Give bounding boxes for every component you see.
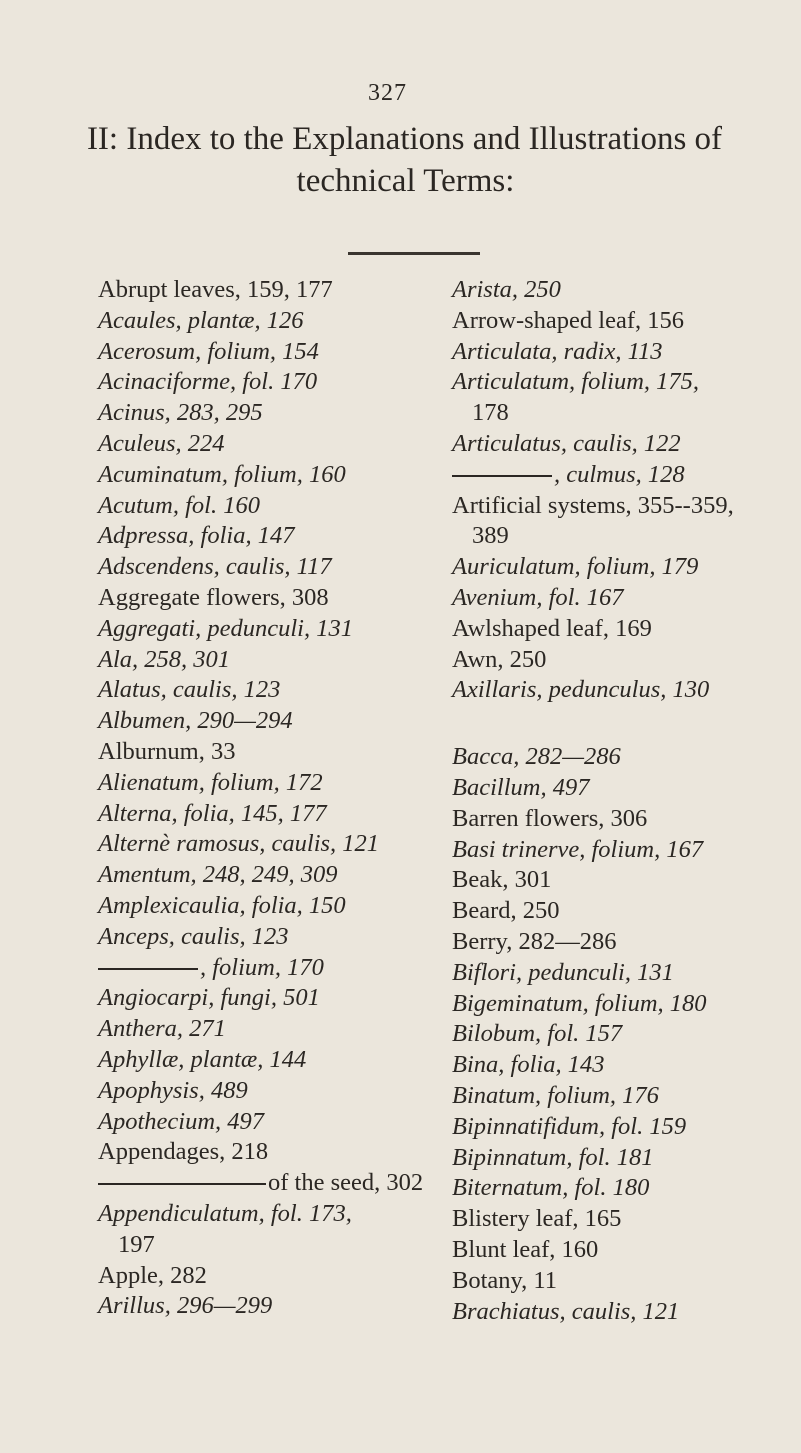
index-entry: Adscendens, caulis, 117 (98, 553, 332, 581)
index-entry-continuation (98, 953, 398, 984)
index-entry: Apple, 282 (98, 1261, 207, 1289)
index-entry: Aggregate flowers, 308 (98, 583, 329, 611)
index-entry: Amentum, 248, 249, 309 (98, 861, 338, 889)
index-entry: Biflori, pedunculi, 131 (452, 958, 674, 986)
index-column-left (98, 275, 424, 1322)
index-entry: Acaules, plantæ, 126 (98, 306, 304, 334)
index-entry-text: of the seed, 302 (268, 1169, 424, 1197)
index-entry: Brachiatus, caulis, 121 (452, 1297, 680, 1325)
index-entry: Articulatus, caulis, 122 (452, 429, 681, 457)
index-entry: Bacillum, 497 (452, 773, 590, 801)
index-entry: Angiocarpi, fungi, 501 (98, 984, 320, 1012)
index-entry: Arista, 250 (452, 276, 561, 303)
index-entry: Albumen, 290—294 (98, 707, 293, 735)
index-entry: Arrow-shaped leaf, 156 (452, 306, 684, 334)
section-gap (452, 706, 792, 742)
index-entry: Arillus, 296—299 (98, 1292, 273, 1320)
index-entry: Adpressa, folia, 147 (98, 522, 295, 550)
index-entry: Artificial systems, 355--359, (452, 491, 734, 519)
index-entry-page-continuation: 178 (472, 399, 509, 427)
index-entry: Axillaris, pedunculus, 130 (452, 676, 710, 704)
index-entry-page-continuation: 389 (472, 522, 509, 550)
ditto-dash (98, 968, 198, 970)
index-entry: Alburnum, 33 (98, 737, 236, 765)
index-entry-text: , folium, 170 (200, 953, 324, 981)
index-entry: Alterna, folia, 145, 177 (98, 799, 327, 827)
index-entry: Biternatum, fol. 180 (452, 1174, 650, 1202)
page-title-line-2: technical Terms: (296, 163, 515, 199)
index-entry: Aphyllæ, plantæ, 144 (98, 1045, 307, 1073)
index-entry: Anceps, caulis, 123 (98, 922, 289, 950)
index-entry: Acinus, 283, 295 (98, 399, 263, 427)
index-entry: Binatum, folium, 176 (452, 1081, 659, 1109)
index-entry: Blistery leaf, 165 (452, 1205, 622, 1233)
index-entry: Aculeus, 224 (98, 429, 225, 457)
index-entry: Apothecium, 497 (98, 1107, 265, 1135)
index-entry-text: , culmus, 128 (554, 460, 685, 488)
index-entry: Bipinnatum, fol. 181 (452, 1143, 654, 1171)
index-entry: Berry, 282—286 (452, 927, 617, 955)
index-entry: Apophysis, 489 (98, 1076, 248, 1104)
index-entry: Awn, 250 (452, 645, 547, 673)
index-entry: Anthera, 271 (98, 1015, 226, 1043)
ditto-dash (98, 1183, 266, 1185)
title-divider (348, 252, 480, 255)
index-entry: Appendiculatum, fol. 173, (98, 1199, 352, 1227)
index-entry-continuation (452, 460, 792, 491)
ditto-dash (452, 475, 552, 477)
index-entry: Auriculatum, folium, 179 (452, 553, 699, 581)
index-entry: Botany, 11 (452, 1266, 558, 1294)
index-entry: Bigeminatum, folium, 180 (452, 989, 707, 1017)
index-entry: Acutum, fol. 160 (98, 491, 260, 519)
index-entry: Barren flowers, 306 (452, 804, 648, 832)
index-entry: Appendages, 218 (98, 1138, 269, 1166)
index-entry: Acerosum, folium, 154 (98, 337, 319, 365)
index-entry: Alatus, caulis, 123 (98, 676, 281, 704)
index-column-right (452, 275, 792, 1327)
index-entry: Ala, 258, 301 (98, 645, 231, 673)
index-entry: Abrupt leaves, 159, 177 (98, 276, 333, 303)
index-entry: Bina, folia, 143 (452, 1051, 605, 1079)
index-entry: Bacca, 282—286 (452, 743, 621, 771)
index-entry: Avenium, fol. 167 (452, 583, 624, 611)
index-entry: Aggregati, pedunculi, 131 (98, 614, 353, 642)
index-entry: Blunt leaf, 160 (452, 1235, 599, 1263)
index-entry: Bipinnatifidum, fol. 159 (452, 1112, 687, 1140)
index-entry: Articulatum, folium, 175, (452, 368, 700, 396)
page-number: 327 (368, 80, 407, 106)
index-entry-page-continuation: 197 (118, 1230, 155, 1258)
page-title (0, 118, 801, 202)
index-entry: Alternè ramosus, caulis, 121 (98, 830, 380, 858)
index-entry: Beard, 250 (452, 897, 560, 925)
index-entry-continuation (98, 1168, 424, 1199)
index-entry: Alienatum, folium, 172 (98, 768, 323, 796)
index-entry: Beak, 301 (452, 866, 552, 894)
index-entry: Awlshaped leaf, 169 (452, 614, 652, 642)
index-entry: Bilobum, fol. 157 (452, 1020, 623, 1048)
index-entry: Basi trinerve, folium, 167 (452, 835, 704, 863)
index-entry: Acuminatum, folium, 160 (98, 460, 346, 488)
page-title-line-1: II: Index to the Explanations and Illustrations of (86, 121, 723, 157)
index-entry: Acinaciforme, fol. 170 (98, 368, 318, 396)
index-entry: Articulata, radix, 113 (452, 337, 663, 365)
index-entry: Amplexicaulia, folia, 150 (98, 891, 346, 919)
